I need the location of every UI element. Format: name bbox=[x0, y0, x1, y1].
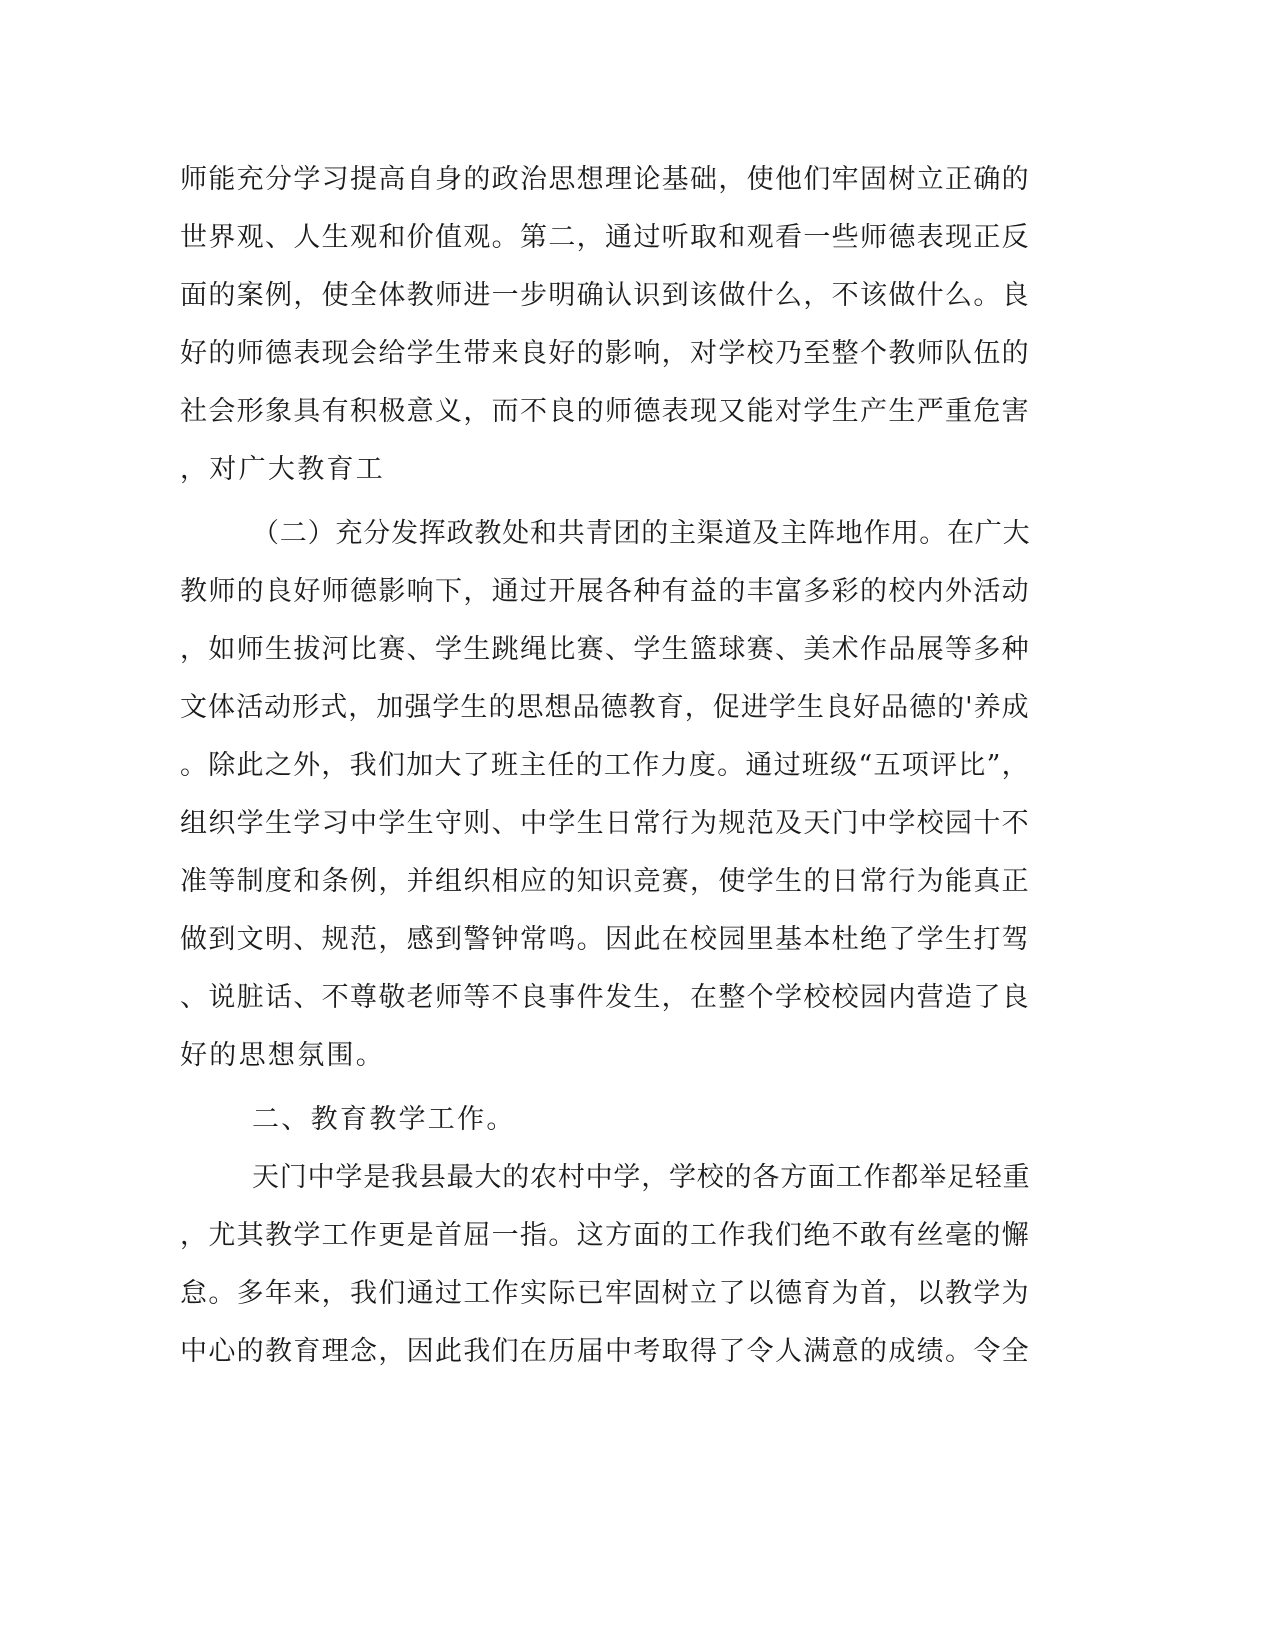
text-line: 文体活动形式，加强学生的思想品德教育，促进学生良好品德的'养成 bbox=[180, 692, 1030, 723]
text-line: 。除此之外，我们加大了班主任的工作力度。通过班级“五项评比”， bbox=[180, 750, 1030, 781]
text-line: 社会形象具有积极意义，而不良的师德表现又能对学生产生严重危害 bbox=[180, 396, 1030, 427]
text-line: 面的案例，使全体教师进一步明确认识到该做什么，不该做什么。良 bbox=[180, 280, 1030, 311]
section-heading: 二、教育教学工作。 bbox=[252, 1104, 516, 1135]
text-line: 准等制度和条例，并组织相应的知识竞赛，使学生的日常行为能真正 bbox=[180, 866, 1030, 897]
text-line: 组织学生学习中学生守则、中学生日常行为规范及天门中学校园十不 bbox=[180, 808, 1030, 839]
text-line: ，尤其教学工作更是首屈一指。这方面的工作我们绝不敢有丝毫的懈 bbox=[180, 1220, 1030, 1251]
text-line: 怠。多年来，我们通过工作实际已牢固树立了以德育为首，以教学为 bbox=[180, 1278, 1030, 1309]
text-line: 中心的教育理念，因此我们在历届中考取得了令人满意的成绩。令全 bbox=[180, 1336, 1030, 1367]
text-line: 世界观、人生观和价值观。第二，通过听取和观看一些师德表现正反 bbox=[180, 222, 1030, 253]
text-line: 师能充分学习提高自身的政治思想理论基础，使他们牢固树立正确的 bbox=[180, 164, 1030, 195]
text-line: 好的思想氛围。 bbox=[180, 1040, 386, 1071]
text-line: 做到文明、规范，感到警钟常鸣。因此在校园里基本杜绝了学生打驾 bbox=[180, 924, 1030, 955]
paragraph-start-line: 天门中学是我县最大的农村中学，学校的各方面工作都举足轻重 bbox=[252, 1162, 1031, 1193]
text-line: ，如师生拔河比赛、学生跳绳比赛、学生篮球赛、美术作品展等多种 bbox=[180, 634, 1030, 665]
text-line: 好的师德表现会给学生带来良好的影响，对学校乃至整个教师队伍的 bbox=[180, 338, 1030, 369]
text-line: 、说脏话、不尊敬老师等不良事件发生，在整个学校校园内营造了良 bbox=[180, 982, 1030, 1013]
text-line: ，对广大教育工 bbox=[180, 454, 386, 485]
text-line: 教师的良好师德影响下，通过开展各种有益的丰富多彩的校内外活动 bbox=[180, 576, 1030, 607]
paragraph-start-line: （二）充分发挥政教处和共青团的主渠道及主阵地作用。在广大 bbox=[252, 518, 1031, 549]
